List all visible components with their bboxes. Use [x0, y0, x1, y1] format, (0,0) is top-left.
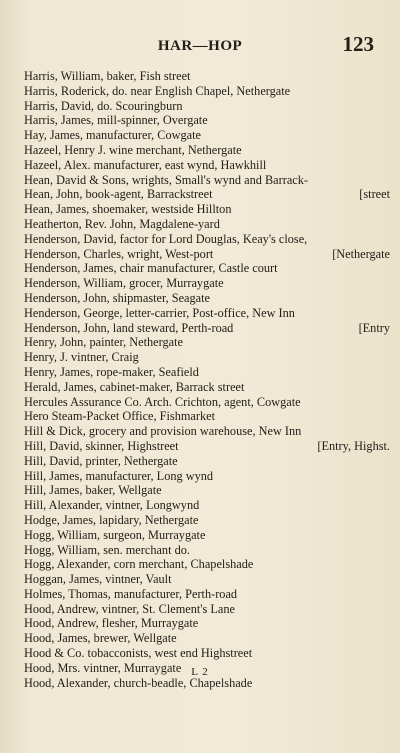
entry-text: Hood, Alexander, church-beadle, Chapelshade — [24, 675, 253, 690]
directory-entry — [24, 424, 390, 439]
entry-text: Hood & Co. tobacconists, west end Highstreet — [24, 646, 253, 661]
entry-text: Henderson, James, chair manufacturer, Castle court — [24, 261, 278, 276]
entry-text: Harris, David, do. Scouringburn — [24, 98, 183, 113]
entry-text: Hood, Andrew, vintner, St. Clement's Lane — [24, 601, 235, 616]
entry-text: Henry, James, rope-maker, Seafield — [24, 364, 199, 379]
directory-entry — [24, 365, 390, 380]
entry-text: Hill, James, baker, Wellgate — [24, 483, 162, 498]
running-head: HAR—HOP — [157, 38, 243, 54]
directory-entry — [24, 202, 390, 217]
entry-text: Henderson, Charles, wright, West-port — [24, 246, 214, 261]
directory-entry — [24, 99, 390, 114]
entry-text: Henry, J. vintner, Craig — [24, 350, 139, 365]
entry-text: Hill & Dick, grocery and provision warehouse, New Inn — [24, 424, 302, 439]
entry-text: Hay, James, manufacturer, Cowgate — [24, 128, 201, 143]
directory-entry — [24, 587, 390, 602]
directory-entry — [24, 498, 390, 513]
entry-continuation: [Entry — [358, 320, 390, 335]
entry-text: Hean, John, book-agent, Barrackstreet — [24, 187, 213, 202]
directory-entry — [24, 350, 390, 365]
directory-entry — [24, 409, 390, 424]
directory-entry — [24, 69, 390, 84]
entry-text: Hogg, William, sen. merchant do. — [24, 542, 190, 557]
directory-entry — [24, 513, 390, 528]
entry-text: Hill, David, printer, Nethergate — [24, 453, 178, 468]
entry-text: Henderson, John, land steward, Perth-road — [24, 320, 234, 335]
page-header — [0, 32, 400, 62]
directory-entry — [24, 128, 390, 143]
entry-text: Hoggan, James, vintner, Vault — [24, 572, 172, 587]
entry-text: Henderson, George, letter-carrier, Post-office, New Inn — [24, 305, 295, 320]
directory-entry — [24, 557, 390, 572]
entry-text: Henderson, William, grocer, Murraygate — [24, 276, 224, 291]
directory-entry — [24, 543, 390, 558]
entry-text: Hood, Andrew, flesher, Murraygate — [24, 616, 199, 631]
directory-entry — [24, 395, 390, 410]
directory-entry — [24, 291, 390, 306]
directory-entry — [24, 158, 390, 173]
directory-entry — [24, 143, 390, 158]
directory-entry — [24, 335, 390, 350]
entry-text: Harris, James, mill-spinner, Overgate — [24, 113, 208, 128]
entry-text: Hogg, Alexander, corn merchant, Chapelshade — [24, 557, 254, 572]
signature-mark: L 2 — [191, 666, 209, 678]
entry-text: Hercules Assurance Co. Arch. Crichton, agent, Cowgate — [24, 394, 301, 409]
entry-text: Hill, David, skinner, Highstreet — [24, 438, 179, 453]
directory-entry — [24, 84, 390, 99]
entry-text: Hean, James, shoemaker, westside Hillton — [24, 202, 232, 217]
directory-entry — [24, 602, 390, 617]
entry-text: Hazeel, Alex. manufacturer, east wynd, Hawkhill — [24, 157, 267, 172]
entry-text: Holmes, Thomas, manufacturer, Perth-road — [24, 586, 238, 601]
entry-text: Heatherton, Rev. John, Magdalene-yard — [24, 216, 220, 231]
directory-entry — [24, 380, 390, 395]
entry-text: Hood, James, brewer, Wellgate — [24, 631, 177, 646]
directory-entry — [24, 439, 390, 454]
entry-text: Hogg, William, surgeon, Murraygate — [24, 527, 206, 542]
directory-entry — [24, 616, 390, 631]
directory-entry — [24, 631, 390, 646]
directory-entries — [24, 69, 390, 690]
directory-entry — [24, 321, 390, 336]
directory-entry — [24, 528, 390, 543]
directory-entry — [24, 306, 390, 321]
entry-text: Hean, David & Sons, wrights, Small's wynd and Barrack- — [24, 172, 308, 187]
entry-text: Henderson, John, shipmaster, Seagate — [24, 290, 210, 305]
directory-entry — [24, 173, 390, 188]
directory-entry — [24, 113, 390, 128]
directory-entry — [24, 454, 390, 469]
entry-text: Harris, William, baker, Fish street — [24, 69, 191, 83]
directory-entry — [24, 276, 390, 291]
directory-entry — [24, 483, 390, 498]
page-number: 123 — [342, 32, 374, 56]
entry-text: Hodge, James, lapidary, Nethergate — [24, 512, 199, 527]
directory-entry — [24, 217, 390, 232]
entry-continuation: [street — [359, 187, 390, 202]
entry-text: Herald, James, cabinet-maker, Barrack street — [24, 379, 245, 394]
directory-entry — [24, 572, 390, 587]
entry-text: Hood, Mrs. vintner, Murraygate — [24, 660, 182, 675]
directory-entry — [24, 187, 390, 202]
entry-continuation: [Nethergate — [332, 246, 390, 261]
directory-entry — [24, 232, 390, 247]
entry-text: Hazeel, Henry J. wine merchant, Nethergate — [24, 142, 242, 157]
directory-entry — [24, 261, 390, 276]
directory-entry — [24, 646, 390, 661]
entry-text: Henry, John, painter, Nethergate — [24, 335, 183, 350]
entry-text: Henderson, David, factor for Lord Douglas, Keay's close, — [24, 231, 308, 246]
entry-continuation: [Entry, Highst. — [317, 438, 390, 453]
entry-text: Hill, Alexander, vintner, Longwynd — [24, 498, 200, 513]
directory-entry — [24, 469, 390, 484]
entry-text: Hero Steam-Packet Office, Fishmarket — [24, 409, 215, 424]
entry-text: Harris, Roderick, do. near English Chapel, Nethergate — [24, 83, 291, 98]
directory-entry — [24, 247, 390, 262]
entry-text: Hill, James, manufacturer, Long wynd — [24, 468, 214, 483]
